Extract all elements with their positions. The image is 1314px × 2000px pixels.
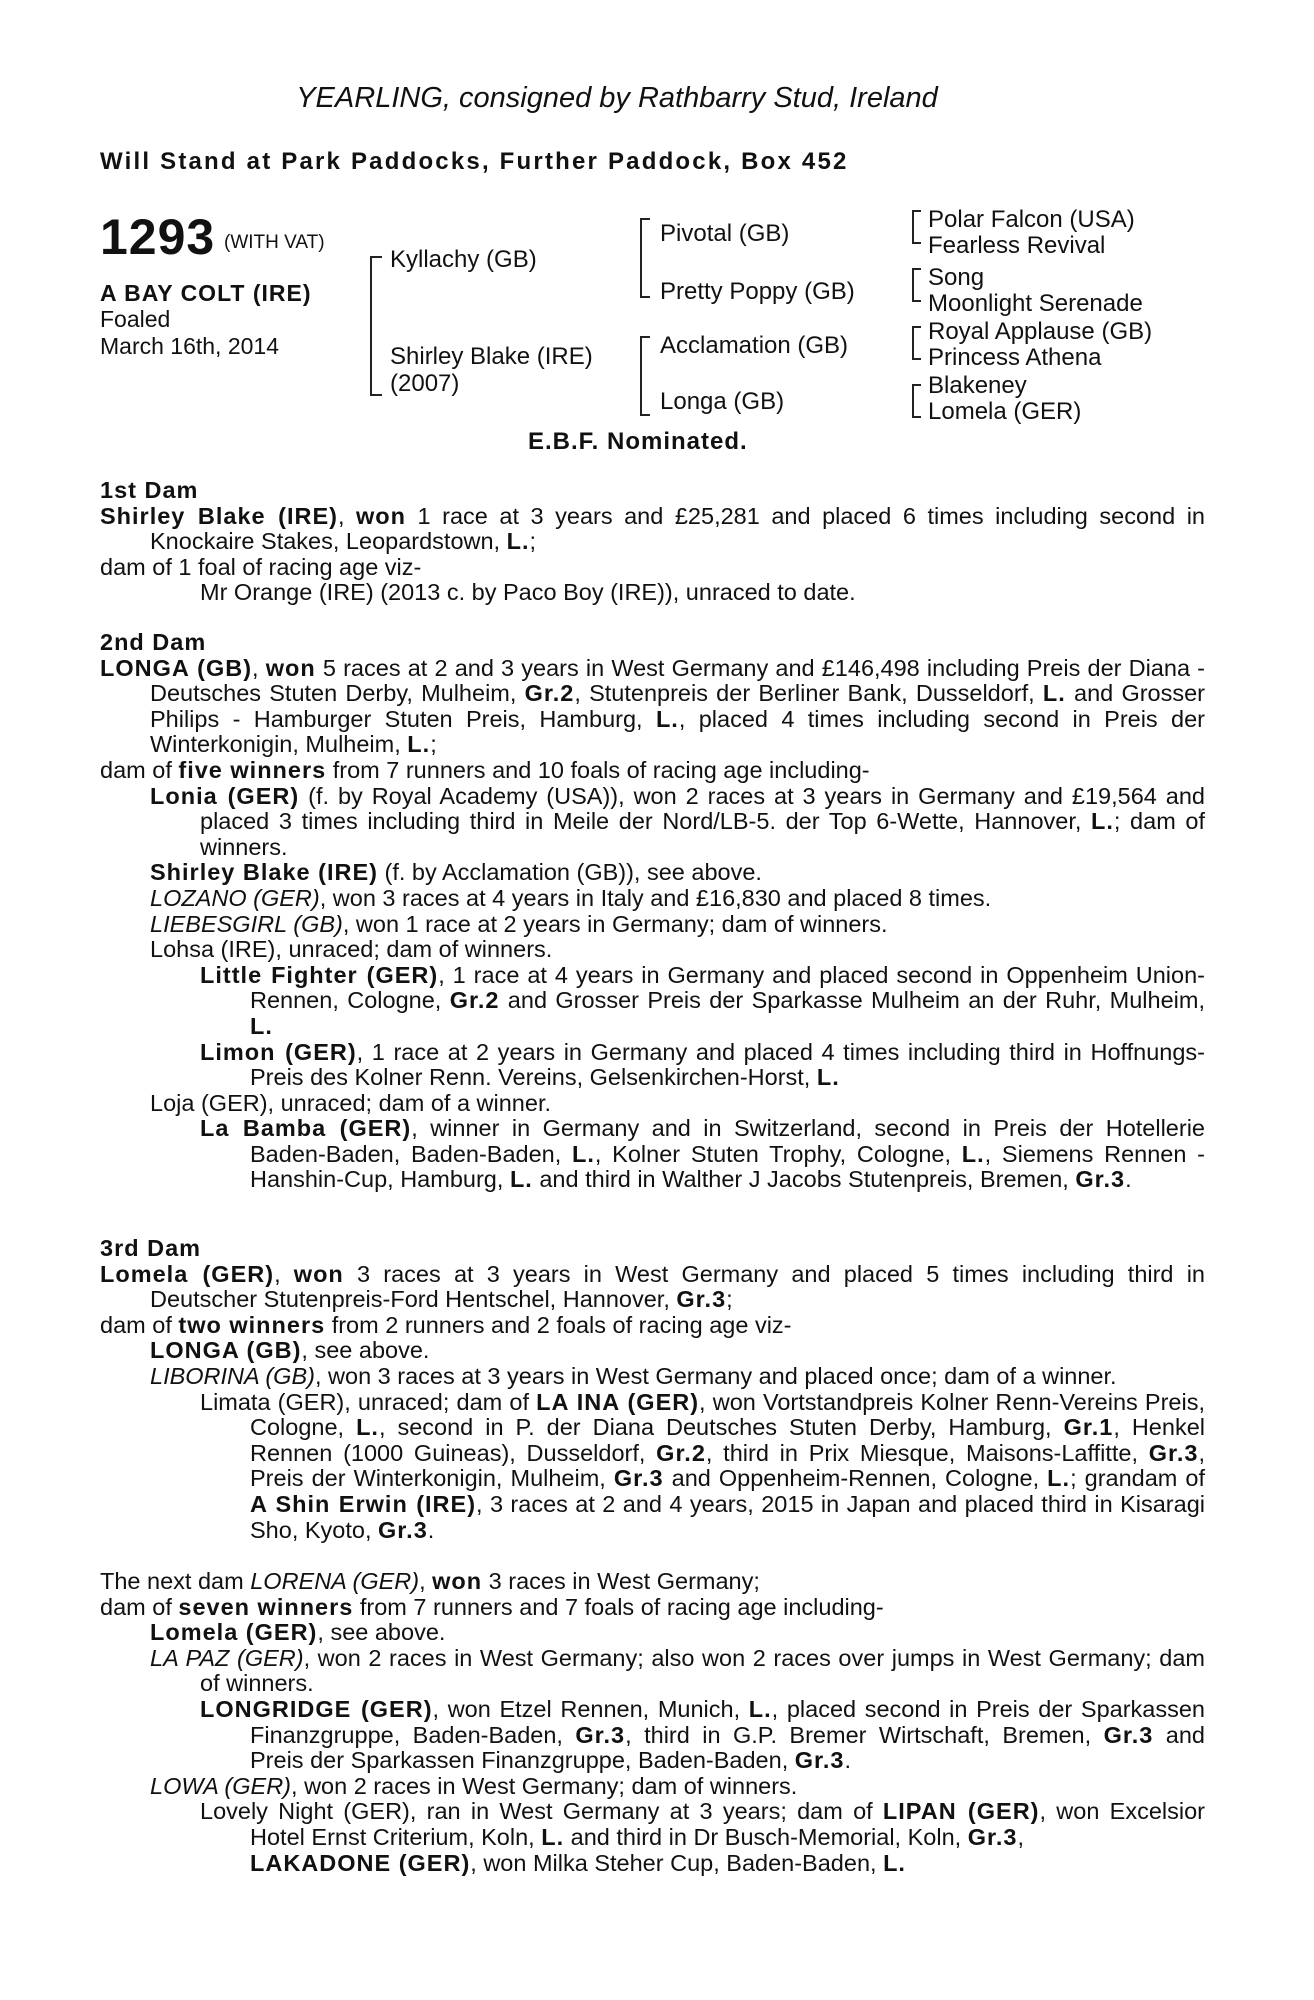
produce-liebesgirl: LIEBESGIRL (GB), won 1 race at 2 years in Germany; dam of winners. <box>150 910 888 937</box>
produce-liborina: LIBORINA (GB), won 3 races at 3 years in West Germany and placed once; dam of a winner. <box>150 1362 1117 1389</box>
first-dam-name: Shirley Blake (IRE) <box>100 502 338 529</box>
ebf-nomination: E.B.F. Nominated. <box>528 428 748 455</box>
produce-la-paz: LA PAZ (GER), won 2 races in West Germany; also won 2 races over jumps in West Germany; dam of winners. <box>150 1644 1206 1697</box>
produce-lovely-night: Lovely Night (GER), ran in West Germany at 3 years; dam of LIPAN (GER), won Excelsior Hotel Ernst Criterium, Koln, L. and third in Dr Busch-Memorial, Koln, Gr.3, LAKADONE (GER), won Milka Steher Cup, Baden-Baden, L. <box>200 1798 1205 1876</box>
produce-lozano: LOZANO (GER), won 3 races at 4 years in Italy and £16,830 and placed 8 times. <box>150 884 992 911</box>
produce-la-bamba: La Bamba (GER), winner in Germany and in Switzerland, second in Preis der Hotellerie Baden-Baden, Baden-Baden, L., Kolner Stuten Trophy, Cologne, L., Siemens Rennen - Hanshin-Cup, Hamburg, L. and third in Walther J Jacobs Stutenpreis, Bremen, Gr.3. <box>200 1115 1205 1193</box>
first-dam-section <box>100 478 1205 606</box>
first-dam-record: Shirley Blake (IRE), won 1 race at 3 years and £25,281 and placed 6 times including second in Knockaire Stakes, Leopardstown, L.; <box>100 502 1206 555</box>
next-dam-record: The next dam LORENA (GER), won 3 races in West Germany; <box>100 1568 760 1594</box>
produce-limon: Limon (GER), 1 race at 2 years in Germany and placed 4 times including third in Hoffnungs-Preis des Kolner Renn. Vereins, Gelsenkirchen-Horst, L. <box>200 1038 1206 1091</box>
second-dam-dam-of: dam of five winners from 7 runners and 10 foals of racing age including- <box>100 756 870 783</box>
pedigree-dam-dam: Longa (GB) <box>660 388 785 415</box>
first-dam-foal: Mr Orange (IRE) (2013 c. by Paco Boy (IRE)), unraced to date. <box>200 579 856 606</box>
pedigree-ggp-3: Song <box>928 264 985 291</box>
produce-little-fighter: Little Fighter (GER), 1 race at 4 years in Germany and placed second in Oppenheim Union-Rennen, Cologne, Gr.2 and Grosser Preis der Sparkasse Mulheim an der Ruhr, Mulheim, L. <box>200 961 1205 1039</box>
pedigree-ggp-2: Fearless Revival <box>928 232 1106 259</box>
produce-longa: LONGA (GB), see above. <box>150 1337 430 1364</box>
venue-line: Will Stand at Park Paddocks, Further Paddock, Box 452 <box>100 148 849 175</box>
third-dam-section <box>100 1236 1205 1543</box>
pedigree-brace-dam <box>640 336 650 416</box>
pedigree-brace-ggp1 <box>912 210 921 244</box>
produce-loja: Loja (GER), unraced; dam of a winner. <box>150 1089 552 1116</box>
pedigree-ggp-7: Blakeney <box>928 372 1027 399</box>
pedigree-ggp-5: Royal Applause (GB) <box>928 318 1153 345</box>
pedigree-sire: Kyllachy (GB) <box>390 246 537 273</box>
pedigree-sire-sire: Pivotal (GB) <box>660 220 790 247</box>
next-dam-dam-of: dam of seven winners from 7 runners and 7 foals of racing age including- <box>100 1593 884 1620</box>
second-dam-record: LONGA (GB), won 5 races at 2 and 3 years in West Germany and £146,498 including Preis der Diana - Deutsches Stuten Derby, Mulheim, Gr.2, Stutenpreis der Berliner Bank, Dusseldorf, L. and Grosser Philips - Hamburger Stuten Preis, Hamburg, L., placed 4 times including second in Preis der Winterkonigin, Mulheim, L.; <box>100 654 1206 758</box>
first-dam-heading: 1st Dam <box>100 477 199 503</box>
vat-note: (WITH VAT) <box>224 232 325 253</box>
third-dam-record: Lomela (GER), won 3 races at 3 years in West Germany and placed 5 times including third in Deutscher Stutenpreis-Ford Hentschel, Hannover, Gr.3; <box>100 1260 1205 1313</box>
pedigree-brace-ggp3 <box>912 326 921 360</box>
lot-description: A BAY COLT (IRE) <box>100 280 312 306</box>
produce-lowa: LOWA (GER), won 2 races in West Germany; dam of winners. <box>150 1772 798 1799</box>
next-dam-section <box>100 1569 1205 1876</box>
pedigree-ggp-4: Moonlight Serenade <box>928 290 1143 317</box>
produce-longridge: LONGRIDGE (GER), won Etzel Rennen, Munich, L., placed second in Preis der Sparkassen Finanzgruppe, Baden-Baden, Gr.3, third in G.P. Bremer Wirtschaft, Bremen, Gr.3 and Preis der Sparkassen Finanzgruppe, Baden-Baden, Gr.3. <box>200 1695 1205 1774</box>
pedigree-sire-dam: Pretty Poppy (GB) <box>660 278 855 305</box>
third-dam-heading: 3rd Dam <box>100 1235 202 1261</box>
produce-lohsa: Lohsa (IRE), unraced; dam of winners. <box>150 936 553 963</box>
pedigree-ggp-8: Lomela (GER) <box>928 398 1082 425</box>
produce-limata: Limata (GER), unraced; dam of LA INA (GER), won Vortstandpreis Kolner Renn-Vereins Preis, Cologne, L., second in P. der Diana Deutsches Stuten Derby, Hamburg, Gr.1, Henkel Rennen (1000 Guineas), Dusseldorf, Gr.2, third in Prix Miesque, Maisons-Laffitte, Gr.3, Preis der Winterkonigin, Mulheim, Gr.3 and Oppenheim-Rennen, Cologne, L.; grandam of A Shin Erwin (IRE), 3 races at 2 and 4 years, 2015 in Japan and placed third in Kisaragi Sho, Kyoto, Gr.3. <box>200 1388 1206 1543</box>
pedigree-dam-sire: Acclamation (GB) <box>660 332 849 359</box>
pedigree-ggp-1: Polar Falcon (USA) <box>928 206 1135 233</box>
third-dam-dam-of: dam of two winners from 2 runners and 2 foals of racing age viz- <box>100 1311 792 1338</box>
produce-lomela: Lomela (GER), see above. <box>150 1619 446 1646</box>
foaled-date: March 16th, 2014 <box>100 333 280 359</box>
second-dam-section <box>100 630 1205 1193</box>
produce-lonia: Lonia (GER) (f. by Royal Academy (USA)), won 2 races at 3 years in Germany and £19,564 and placed 3 times including third in Meile der Nord/LB-5. der Top 6-Wette, Hannover, L.; dam of winners. <box>150 782 1205 860</box>
pedigree-brace-main <box>370 256 382 396</box>
pedigree-dam: Shirley Blake (IRE) <box>390 343 593 370</box>
consignor-line: YEARLING, consigned by Rathbarry Stud, Ireland <box>296 82 938 114</box>
pedigree-dam-year: (2007) <box>390 370 460 397</box>
won-label: won <box>356 502 407 529</box>
pedigree-brace-ggp2 <box>912 268 921 302</box>
second-dam-heading: 2nd Dam <box>100 629 207 655</box>
foaled-label: Foaled <box>100 306 171 332</box>
pedigree-ggp-6: Princess Athena <box>928 344 1102 371</box>
lot-number: 1293 <box>100 209 216 265</box>
pedigree-brace-ggp4 <box>912 384 921 418</box>
produce-shirley-blake: Shirley Blake (IRE) (f. by Acclamation (GB)), see above. <box>150 859 762 886</box>
first-dam-dam-of: dam of 1 foal of racing age viz- <box>100 553 422 580</box>
pedigree-brace-sire <box>640 218 650 298</box>
